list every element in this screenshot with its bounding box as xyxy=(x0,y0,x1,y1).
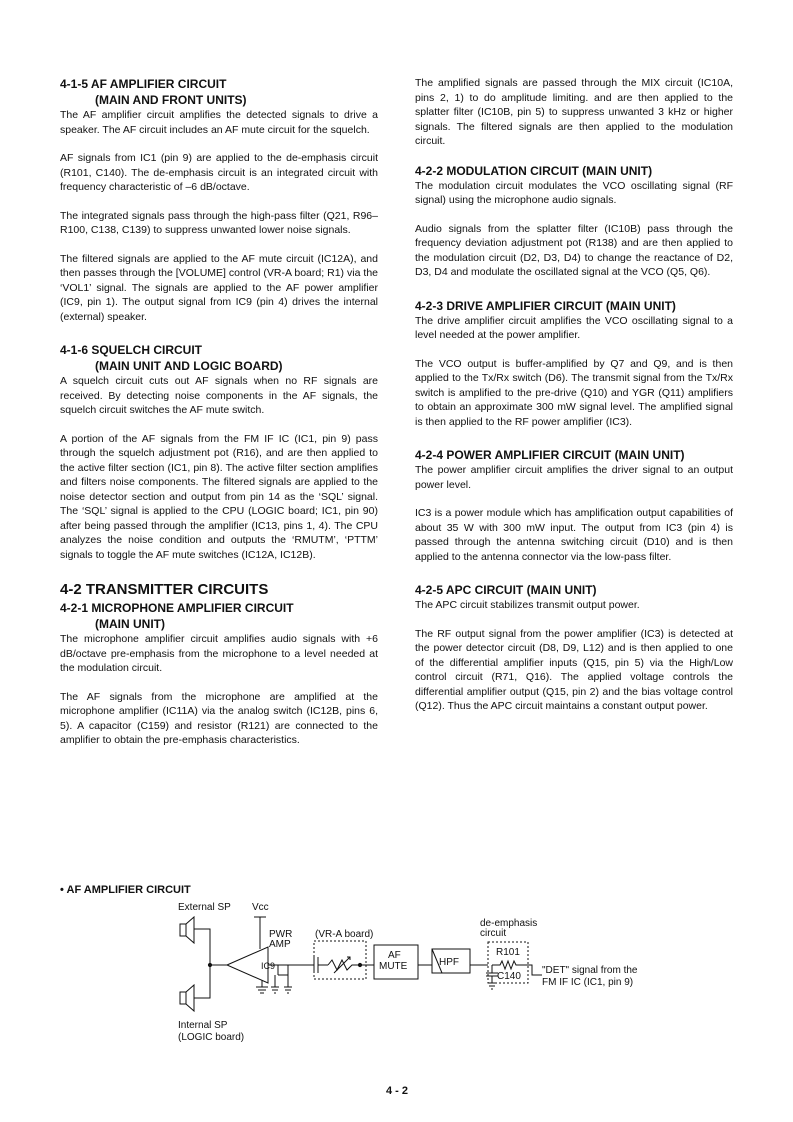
section-title: 4-2-3 DRIVE AMPLIFIER CIRCUIT (MAIN UNIT) xyxy=(415,298,676,313)
section-heading xyxy=(60,342,378,374)
external-sp-label: External SP xyxy=(178,902,231,913)
right-column xyxy=(415,76,733,732)
external-speaker-icon xyxy=(180,917,194,943)
section-4-1-5 xyxy=(60,76,378,324)
de-emphasis-label: de-emphasis xyxy=(480,918,538,929)
section-4-2-4 xyxy=(415,447,733,564)
fm-if-ic-label: FM IF IC (IC1, pin 9) xyxy=(542,977,634,988)
paragraph: Audio signals from the splatter filter (IC10B) pass through the frequency deviation adjustment pot (R138) and are then applied to the modulation circuit (D2, D3, D4) to change the reactance of D2, D3, D4 and modulate the oscillated signal at the VCO (Q5, Q6). xyxy=(415,222,733,278)
r101-resistor-icon xyxy=(492,961,522,969)
section-title: 4-1-6 SQUELCH CIRCUIT xyxy=(60,343,203,357)
vr-a-board-label: (VR-A board) xyxy=(315,929,374,940)
c140-label: C140 xyxy=(497,971,521,982)
vcc-label: Vcc xyxy=(252,902,269,913)
ic9-label: IC9 xyxy=(261,961,276,971)
paragraph: The drive amplifier circuit amplifies the VCO oscillating signal to a level needed at the power amplifier. xyxy=(415,314,733,341)
section-4-2-5 xyxy=(415,582,733,714)
r101-label: R101 xyxy=(496,947,520,958)
internal-sp-label: Internal SP xyxy=(178,1020,228,1031)
internal-speaker-icon xyxy=(180,985,194,1011)
section-subtitle: (MAIN UNIT AND LOGIC BOARD) xyxy=(95,359,283,373)
chapter-title: 4-2 TRANSMITTER CIRCUITS xyxy=(60,581,269,598)
det-signal-label: "DET" signal from the xyxy=(542,965,638,976)
section-title: 4-2-1 MICROPHONE AMPLIFIER CIRCUIT xyxy=(60,601,294,615)
paragraph: A portion of the AF signals from the FM IF IC (IC1, pin 9) pass through the squelch adjustment pot (R16), and are then applied to the active filter section (IC1, pin 8). The active filter section amplifies and filters noise components. The filtered signals are applied to the noise detector section and output from pin 14 as the ‘SQL’ signal. The ‘SQL’ signal is applied to the CPU (LOGIC board; IC1, pin 90) after being passed through the amplifier (IC13, pins 1, 4). The CPU analyzes the noise condition and outputs the ‘RMUTM’, ‘PTTM’ signals to toggle the AF mute switches (IC12A, IC12B). xyxy=(60,432,378,561)
section-heading xyxy=(60,600,378,632)
paragraph: A squelch circuit cuts out AF signals when no RF signals are received. By detecting noise components in the AF signals, the squelch circuit switches the AF mute switch. xyxy=(60,375,378,416)
volume-resistor-icon xyxy=(328,960,360,970)
section-4-2-3 xyxy=(415,298,733,430)
paragraph: The RF output signal from the power amplifier (IC3) is detected at the power detector circuit (D8, D9, L12) and is then applied to one of the differential amplifier inputs (Q15, pin 5) via the High/Low control circuit (R71, Q16). The applied voltage controls the differential amplifier output (Q15, pin 2) and the bias voltage control (Q12). Thus the APC circuit maintains a constant output power. xyxy=(415,627,733,712)
paragraph: AF signals from IC1 (pin 9) are applied to the de-emphasis circuit (R101, C140). The de-emphasis circuit is an integrated circuit with frequency characteristic of –6 dB/octave. xyxy=(60,152,378,193)
section-title: 4-2-2 MODULATION CIRCUIT (MAIN UNIT) xyxy=(415,163,653,178)
section-title: 4-1-5 AF AMPLIFIER CIRCUIT xyxy=(60,77,227,91)
af-amplifier-diagram xyxy=(60,895,660,1055)
paragraph: The AF amplifier circuit amplifies the detected signals to drive a speaker. The AF circuit includes an AF mute circuit for the squelch. xyxy=(60,109,378,136)
section-4-2 xyxy=(60,580,378,748)
paragraph: The APC circuit stabilizes transmit output power. xyxy=(415,599,640,611)
paragraph: The power amplifier circuit amplifies the driver signal to an output power level. xyxy=(415,464,733,491)
paragraph: The modulation circuit modulates the VCO oscillating signal (RF signal) using the microphone audio signals. xyxy=(415,179,733,206)
page-number: 4 - 2 xyxy=(385,1085,408,1097)
paragraph: IC3 is a power module which has amplification output capabilities of about 35 W with 300 mW input. The output from IC3 (pin 4) is passed through the antenna switching circuit (D10) and is then applied to the antenna connector via the low-pass filter. xyxy=(415,507,733,563)
paragraph: The integrated signals pass through the high-pass filter (Q21, R96–R100, C138, C139) to suppress unwanted lower noise signals. xyxy=(60,209,378,236)
section-heading xyxy=(60,76,378,108)
amp-label: AMP xyxy=(269,939,291,950)
left-column xyxy=(60,76,378,762)
paragraph: The microphone amplifier circuit amplifies audio signals with +6 dB/octave pre-emphasis from the microphone to a level needed at the modulation circuit. xyxy=(60,633,378,674)
paragraph: The amplified signals are passed through the MIX circuit (IC10A, pins 2, 1) to do amplitude limiting. and are then applied to the splatter filter (IC10B, pin 5) to suppress unwanted 3 kHz or higher signals. The filtered signals are then applied to the modulation circuit. xyxy=(415,77,733,147)
mute-label: MUTE xyxy=(379,961,408,972)
section-title: 4-2-5 APC CIRCUIT (MAIN UNIT) xyxy=(415,583,597,597)
section-4-2-2 xyxy=(415,163,733,280)
hpf-label: HPF xyxy=(439,957,459,968)
paragraph: The AF signals from the microphone are amplified at the microphone amplifier (IC11A) via the analog switch (IC12B, pins 6, 5). A capacitor (C159) and resistor (R121) are connected to the amplifier to obtain the pre-emphasis characteristics. xyxy=(60,690,378,746)
af-label: AF xyxy=(388,950,401,961)
section-4-1-6 xyxy=(60,342,378,562)
logic-board-label: (LOGIC board) xyxy=(178,1032,245,1043)
pwr-label: PWR xyxy=(269,929,293,940)
vcc-line xyxy=(254,917,266,949)
paragraph: The filtered signals are applied to the AF mute circuit (IC12A), and then passes through the [VOLUME] control (VR-A board; R1) via the ‘VOL1’ signal. The signals are applied to the AF power amplifier (IC9, pin 1). The output signal from IC9 (pin 4) drives the internal (external) speaker. xyxy=(60,252,378,323)
vr-a-board-box xyxy=(314,941,366,979)
section-title: 4-2-4 POWER AMPLIFIER CIRCUIT (MAIN UNIT) xyxy=(415,448,685,462)
circuit-label: circuit xyxy=(480,928,507,939)
paragraph: The VCO output is buffer-amplified by Q7 and Q9, and is then applied to the Tx/Rx switch (D6). The transmit signal from the Tx/Rx switch is amplified to the pre-drive (Q10) and YGR (Q11) amplifiers to obtain an approximate 300 mW signal level. The amplified signal is then applied to the RF power amplifier (IC3). xyxy=(415,357,733,428)
section-subtitle: (MAIN UNIT) xyxy=(95,617,165,631)
section-subtitle: (MAIN AND FRONT UNITS) xyxy=(95,93,247,107)
diagram-title: • AF AMPLIFIER CIRCUIT xyxy=(60,884,191,896)
